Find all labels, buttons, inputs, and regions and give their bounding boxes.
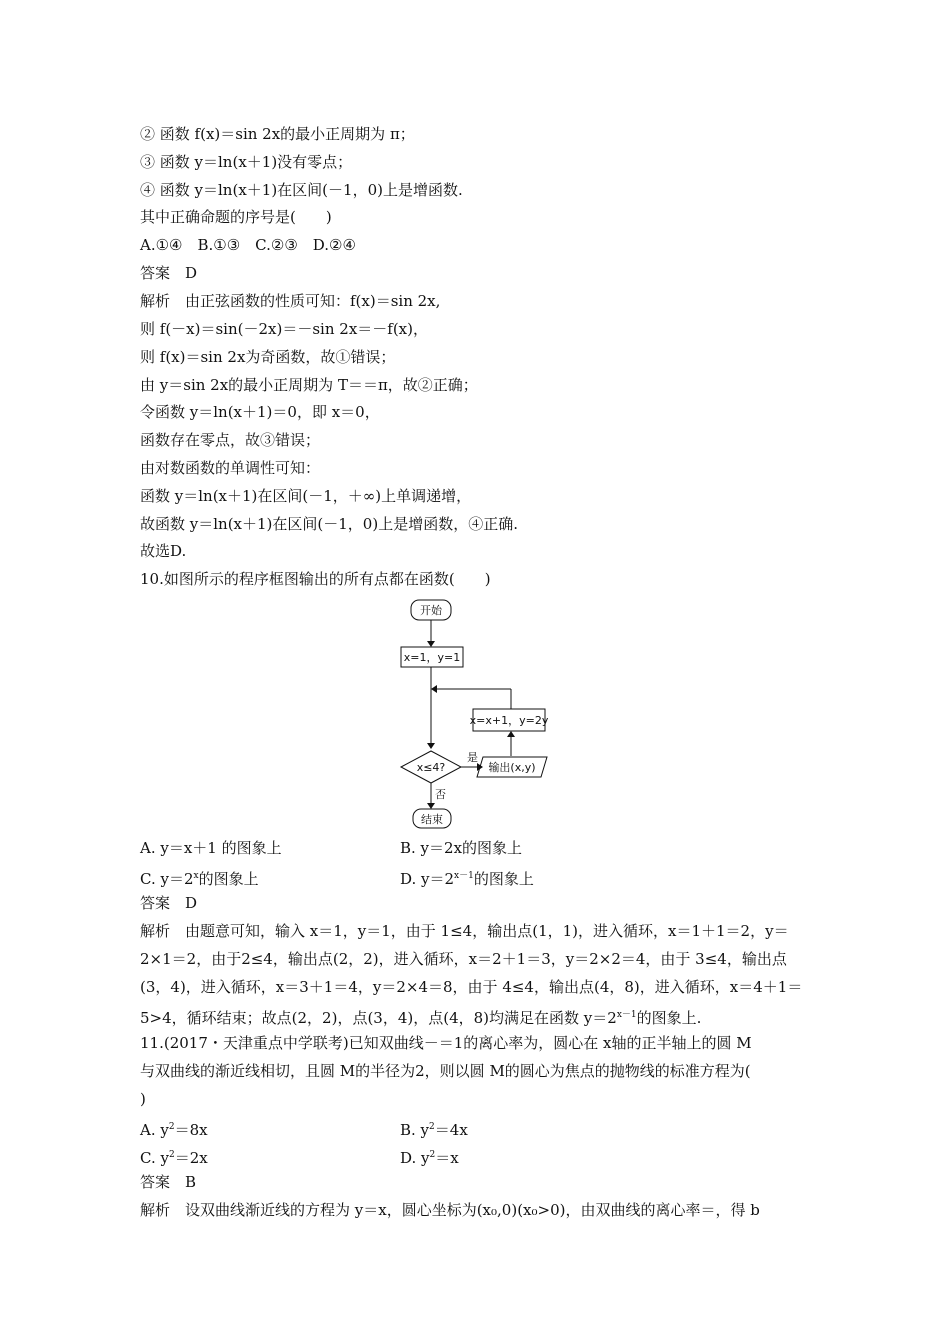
- program-flowchart: [395, 597, 555, 832]
- q10-option-c-tail: 的图象上: [198, 870, 259, 888]
- text-line: A.①④ B.①③ C.②③ D.②④: [140, 236, 356, 254]
- text-line: 故选D.: [140, 542, 187, 560]
- text-line: 由对数函数的单调性可知：: [140, 459, 321, 477]
- q11-option-d-exponent: 2: [429, 1150, 436, 1160]
- q11-option-a-exponent: 2: [168, 1122, 175, 1132]
- q11-option-b-exponent: 2: [429, 1122, 435, 1132]
- q11-analysis-line: 解析 设双曲线渐近线的方程为 y＝x，圆心坐标为(x₀,0)(x₀>0)，由双曲线的离心率＝，得 b: [140, 1201, 760, 1219]
- q10-option-c: [140, 866, 259, 889]
- q11-option-c: [140, 1145, 208, 1168]
- q10-analysis-line: (3，4)，进入循环，x＝3＋1＝4，y＝2×4＝8，由于 4≤4，输出点(4，8)，进入循环，x＝4＋1＝: [140, 978, 803, 996]
- q10-analysis-tail: 的图象上.: [636, 1009, 702, 1027]
- q11-option-d-text: D. y: [400, 1149, 430, 1167]
- q10-option-d: [400, 866, 534, 889]
- text-line: 则 f(x)＝sin 2x为奇函数，故①错误；: [140, 348, 396, 366]
- q11-option-c-tail: ＝2x: [174, 1149, 208, 1167]
- q11-option-c-exponent: 2: [168, 1150, 175, 1160]
- flow-start-label: 开始: [420, 604, 442, 617]
- q11-answer: 答案 B: [140, 1173, 197, 1191]
- q10-analysis-line: 解析 由题意可知，输入 x＝1，y＝1，由于 1≤4，输出点(1，1)，进入循环，x＝1＋1＝2，y＝: [140, 922, 789, 940]
- flow-arrowhead: [427, 803, 435, 809]
- q10-option-d-tail: 的图象上: [473, 870, 534, 888]
- q10-analysis-exponent: x－1: [616, 1010, 637, 1020]
- flow-end-label: 结束: [421, 813, 443, 826]
- q10-analysis-line: [140, 1005, 701, 1028]
- q11-stem-line: 11.(2017・天津重点中学联考)已知双曲线－＝1的离心率为，圆心在 x轴的正半轴上的圆 M: [140, 1034, 752, 1052]
- q11-option-b: [400, 1117, 468, 1140]
- text-line: 函数 y＝ln(x＋1)在区间(－1，＋∞)上单调递增，: [140, 487, 472, 505]
- q11-stem-line: 与双曲线的渐近线相切，且圆 M的半径为2，则以圆 M的圆心为焦点的抛物线的标准方程为(: [140, 1062, 751, 1080]
- flow-arrowhead: [431, 685, 437, 693]
- text-line: 则 f(－x)＝sin(－2x)＝－sin 2x＝－f(x)，: [140, 320, 428, 338]
- text-line: 函数存在零点，故③错误；: [140, 431, 321, 449]
- q10-option-d-exponent: x－1: [454, 871, 474, 881]
- flow-yes-label: 是: [467, 751, 478, 764]
- flow-arrowhead: [427, 641, 435, 647]
- q10-analysis-text: 5>4，循环结束；故点(2，2)，点(3，4)，点(4，8)均满足在函数 y＝2: [140, 1009, 617, 1027]
- q10-option-c-exponent: x: [193, 871, 199, 881]
- q11-option-a-text: A. y: [140, 1121, 169, 1139]
- q10-option-c-text: C. y＝2: [140, 870, 194, 888]
- q11-option-a-tail: ＝8x: [174, 1121, 208, 1139]
- q11-option-b-text: B. y: [400, 1121, 430, 1139]
- text-line: 由 y＝sin 2x的最小正周期为 T＝＝π，故②正确；: [140, 376, 478, 394]
- flow-output-label: 输出(x,y): [488, 761, 536, 774]
- q10-option-a: A. y＝x＋1 的图象上: [140, 839, 282, 857]
- text-line: 故函数 y＝ln(x＋1)在区间(－1，0)上是增函数，④正确.: [140, 515, 518, 533]
- q11-option-c-text: C. y: [140, 1149, 169, 1167]
- q10-option-b: B. y＝2x的图象上: [400, 839, 523, 857]
- text-line: 答案 D: [140, 264, 198, 282]
- flow-arrowhead: [507, 731, 515, 737]
- q11-option-b-tail: ＝4x: [434, 1121, 468, 1139]
- flow-update-label: x=x+1，y=2y: [469, 714, 549, 727]
- text-line: 10.如图所示的程序框图输出的所有点都在函数( ): [140, 570, 491, 588]
- text-line: 其中正确命题的序号是( ): [140, 208, 332, 226]
- flow-no-label: 否: [435, 788, 446, 801]
- q10-answer: 答案 D: [140, 894, 198, 912]
- text-line: ③ 函数 y＝ln(x＋1)没有零点；: [140, 153, 353, 171]
- text-line: 解析 由正弦函数的性质可知：f(x)＝sin 2x,: [140, 292, 441, 310]
- q10-option-d-text: D. y＝2: [400, 870, 455, 888]
- q11-option-d-tail: ＝x: [435, 1149, 459, 1167]
- q11-stem-line: ): [140, 1090, 146, 1108]
- text-line: 令函数 y＝ln(x＋1)＝0，即 x＝0，: [140, 403, 380, 421]
- text-line: ② 函数 f(x)＝sin 2x的最小正周期为 π；: [140, 125, 415, 143]
- flow-arrowhead: [427, 743, 435, 749]
- q11-option-a: [140, 1117, 208, 1140]
- text-line: ④ 函数 y＝ln(x＋1)在区间(－1，0)上是增函数.: [140, 181, 463, 199]
- q11-option-d: [400, 1145, 459, 1168]
- q10-analysis-line: 2×1＝2，由于2≤4，输出点(2，2)，进入循环，x＝2＋1＝3，y＝2×2＝4，由于 3≤4，输出点: [140, 950, 787, 968]
- flow-condition-label: x≤4?: [416, 761, 446, 774]
- flow-init-label: x=1，y=1: [403, 651, 461, 664]
